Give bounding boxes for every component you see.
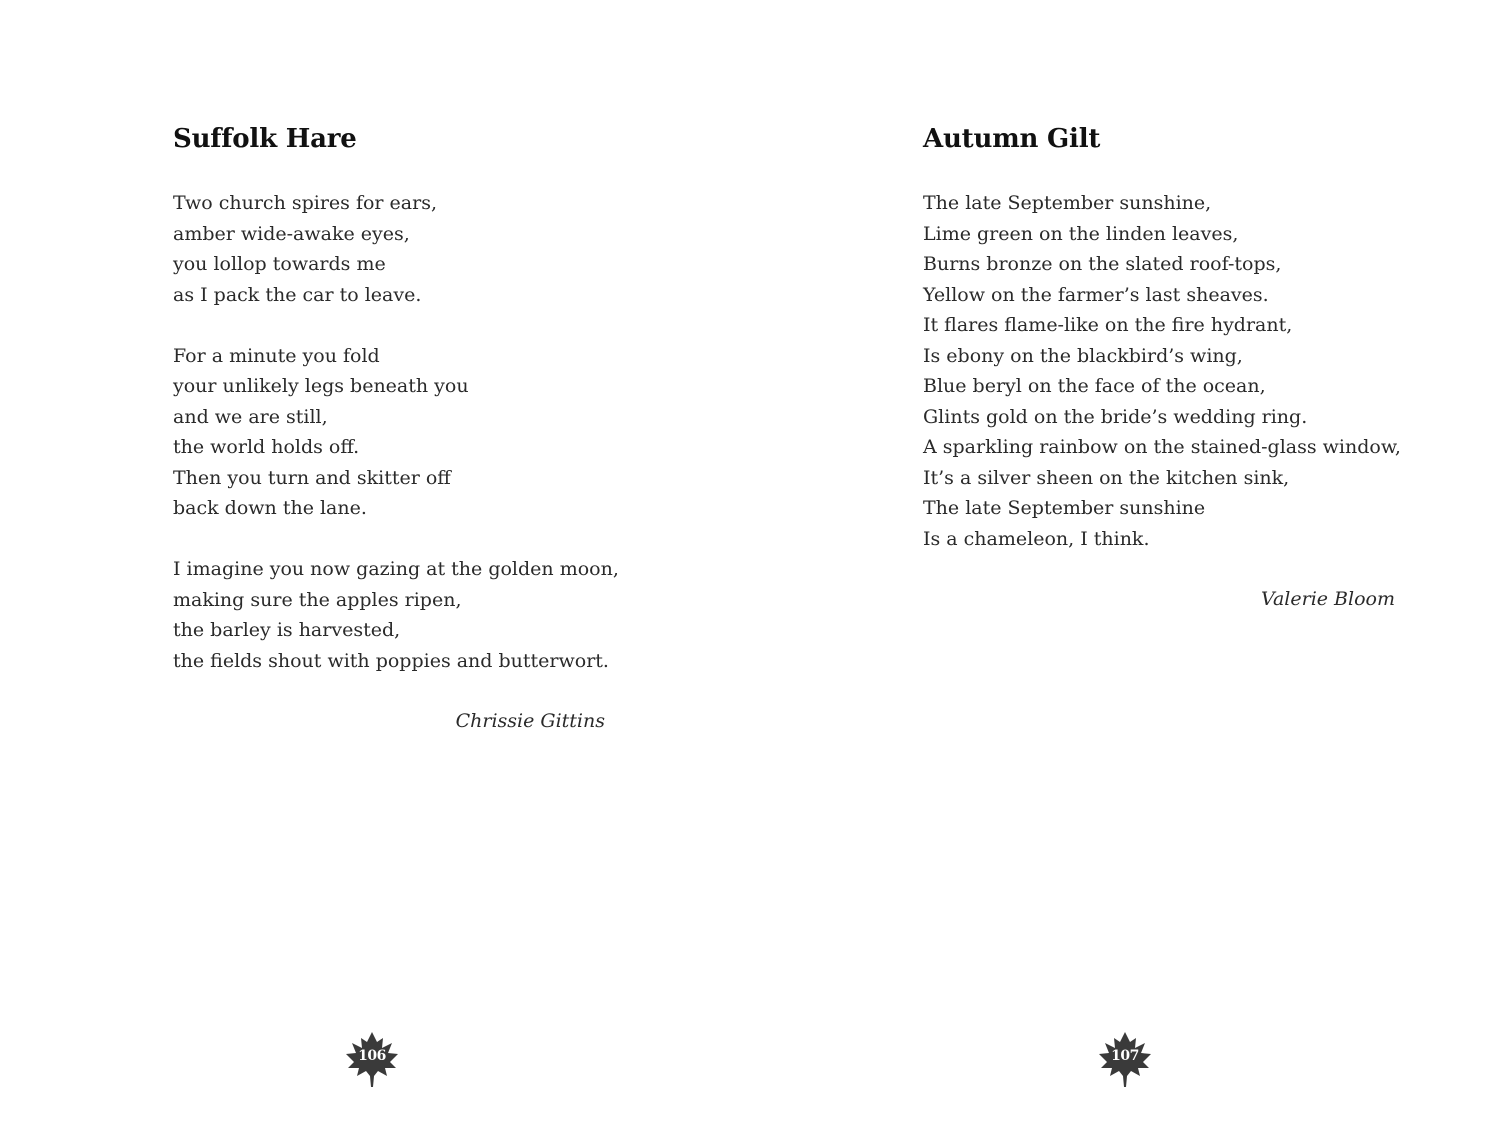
poem-line: Yellow on the farmer’s last sheaves.: [923, 283, 1269, 306]
poem-line: the world holds off.: [173, 436, 360, 458]
poem-line: The late September sunshine: [923, 497, 1206, 519]
poem-line: Is ebony on the blackbird’s wing,: [923, 344, 1243, 367]
poem-line: Two church spires for ears,: [173, 192, 437, 214]
stanza: [173, 341, 619, 524]
poem-line: back down the lane.: [173, 497, 367, 519]
poem-line: The late September sunshine,: [923, 192, 1212, 214]
poem-line: It’s a silver sheen on the kitchen sink,: [923, 466, 1290, 489]
poem-title: Autumn Gilt: [923, 124, 1101, 154]
poem-line: amber wide-awake eyes,: [173, 222, 410, 245]
right-page: [750, 0, 1500, 1137]
poem-line: as I pack the car to leave.: [173, 283, 422, 306]
poem-line: Blue beryl on the face of the ocean,: [923, 375, 1266, 397]
poem-line: the barley is harvested,: [173, 619, 401, 641]
stanza: [173, 188, 619, 310]
page-number: 107: [1111, 1048, 1139, 1064]
stanza: [173, 554, 619, 676]
poem-line: Is a chameleon, I think.: [923, 527, 1150, 550]
poem-title: Suffolk Hare: [173, 124, 357, 154]
poem-line: your unlikely legs beneath you: [173, 375, 469, 397]
poem-line: the fields shout with poppies and butterwort.: [173, 649, 609, 672]
poem-line: you lollop towards me: [173, 253, 386, 275]
page-number: 106: [358, 1048, 386, 1064]
poem-line: Burns bronze on the slated roof-tops,: [923, 253, 1282, 275]
poem-line: Lime green on the linden leaves,: [923, 222, 1239, 245]
poem-line: making sure the apples ripen,: [173, 588, 462, 611]
poem-line: A sparkling rainbow on the stained-glass window,: [923, 436, 1401, 458]
poem-body: [173, 188, 619, 676]
poem-body: [923, 188, 1401, 554]
page-number-badge: [342, 1030, 402, 1088]
poem-author: Valerie Bloom: [1260, 588, 1395, 610]
poem-line: Glints gold on the bride’s wedding ring.: [923, 405, 1308, 428]
poem-line: Then you turn and skitter off: [173, 466, 451, 489]
poem-line: For a minute you fold: [173, 344, 380, 367]
page-number-badge: [1095, 1030, 1155, 1088]
poem-line: and we are still,: [173, 405, 328, 428]
poem-author: Chrissie Gittins: [455, 710, 605, 732]
poem-line: It flares flame-like on the fire hydrant,: [923, 314, 1293, 336]
stanza: [923, 188, 1401, 554]
poem-line: I imagine you now gazing at the golden moon,: [173, 558, 619, 580]
